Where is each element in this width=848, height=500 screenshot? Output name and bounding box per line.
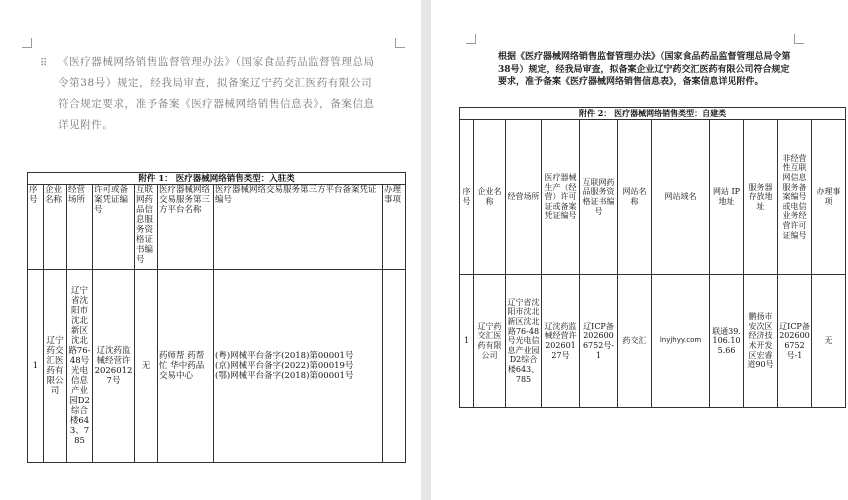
header-handling: 办理事项 — [383, 185, 406, 270]
margin-corner-mark — [22, 38, 32, 48]
cell-license: 辽沈药监械经营许20260127号 — [542, 275, 580, 408]
cell-seq: 1 — [460, 275, 474, 408]
cell-server-location: 鹏扬市安次区经济技术开发区宏睿道90号 — [744, 275, 778, 408]
table-title: 附件 2： 医疗器械网络销售类型：自建类 — [460, 108, 846, 120]
cell-platform-name: 药师帮 药帮忙 华中药品交易中心 — [158, 270, 214, 463]
cell-ip: 联通39.106.105.66 — [710, 275, 744, 408]
cell-non-business-cert: 辽ICP备2026006752号-1 — [778, 275, 812, 408]
header-ip: 网站 IP 地址 — [710, 120, 744, 275]
header-internet-cert: 互联网药品服务资格证书编号 — [580, 120, 618, 275]
cell-premises: 辽宁省沈阳市沈北新区沈北路76-48号光电信息产业园D2综合楼643、785 — [67, 270, 93, 463]
header-domain: 网站域名 — [652, 120, 710, 275]
header-premises: 经营场所 — [67, 185, 93, 270]
cell-premises: 辽宁省沈阳市沈北新区沈北路76-48号光电信息产业园D2综合楼643、785 — [506, 275, 542, 408]
header-premises: 经营场所 — [506, 120, 542, 275]
cell-internet-cert: 辽ICP备2026006752号-1 — [580, 275, 618, 408]
margin-corner-mark — [794, 34, 804, 44]
header-company: 企业名称 — [44, 185, 67, 270]
cell-platform-records — [214, 270, 383, 463]
filing-table-attachment-2 — [459, 107, 846, 408]
cell-handling — [383, 270, 406, 463]
header-site-name: 网站名称 — [618, 120, 652, 275]
header-license: 医疗器械生产（经营）许可证或备案凭证编号 — [542, 120, 580, 275]
header-platform-record: 医疗器械网络交易服务第三方平台备案凭证编号 — [214, 185, 383, 270]
drag-handle-icon[interactable]: ⠿ — [40, 58, 47, 69]
cell-company: 辽宁药交汇医药有限公司 — [474, 275, 506, 408]
cell-license: 辽沈药监械经营许20260127号 — [93, 270, 135, 463]
header-seq: 序号 — [28, 185, 44, 270]
table-title: 附件 1： 医疗器械网络销售类型：入驻类 — [28, 173, 406, 185]
table-row — [460, 275, 846, 408]
cell-domain: lnyjhyy.com — [652, 275, 710, 408]
margin-corner-mark — [395, 38, 405, 48]
filing-table-attachment-1 — [27, 172, 406, 463]
table-row — [28, 270, 406, 463]
cell-internet-cert: 无 — [135, 270, 158, 463]
margin-corner-mark — [466, 34, 476, 44]
cell-handling: 无 — [812, 275, 846, 408]
header-non-business-cert: 非经营性互联网信息服务备案编号或电信业务经营许可证编号 — [778, 120, 812, 275]
header-company: 企业名称 — [474, 120, 506, 275]
header-internet-cert: 互联网药品信息服务资格证书编号 — [135, 185, 158, 270]
notice-paragraph: 《医疗器械网络销售监督管理办法》（国家食品药品监督管理总局令第38号）规定，经我局审查，拟备案辽宁药交汇医药有限公司符合规定要求，准予备案《医疗器械网络销售信息表》，备案信息详见附件。 — [58, 56, 375, 131]
cell-seq: 1 — [28, 270, 44, 463]
header-platform-name: 医疗器械网络交易服务第三方平台名称 — [158, 185, 214, 270]
header-license: 许可或备案凭证编号 — [93, 185, 135, 270]
platform-record-line: (京)网械平台备字(2022)第00019号 — [215, 361, 354, 371]
header-seq: 序号 — [460, 120, 474, 275]
platform-record-line: (鄂)网械平台备字(2018)第00001号 — [215, 371, 354, 381]
cell-company: 辽宁药交汇医药有限公司 — [44, 270, 67, 463]
platform-record-line: (粤)网械平台备字(2018)第00001号 — [215, 351, 354, 361]
header-handling: 办理事项 — [812, 120, 846, 275]
notice-paragraph: 根据《医疗器械网络销售监督管理办法》（国家食品药品监督管理总局令第38号）规定，经我局审查，拟备案企业辽宁药交汇医药有限公司符合规定要求，准予备案《医疗器械网络销售信息表》，备案信息详见附件。 — [498, 52, 791, 87]
cell-site-name: 药交汇 — [618, 275, 652, 408]
header-server-location: 服务器存放地址 — [744, 120, 778, 275]
